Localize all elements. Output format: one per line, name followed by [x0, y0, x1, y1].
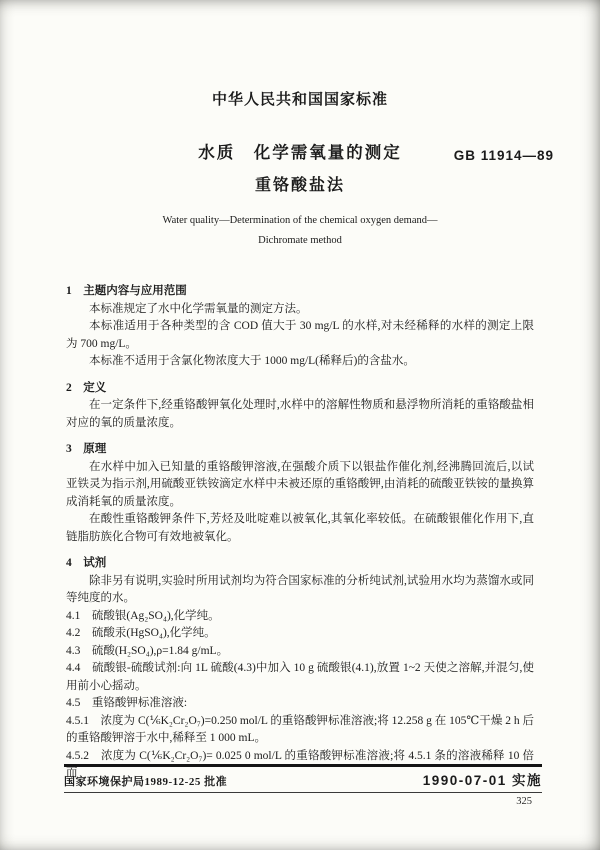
section-1-paragraph: 本标准规定了水中化学需氧量的测定方法。 [89, 302, 308, 315]
section-4-heading: 4 试剂 [66, 557, 107, 569]
english-title [66, 211, 534, 251]
section-4-item-4-2: 4.2 硫酸汞(HgSO₄),化学纯。 [66, 627, 216, 639]
section-4-item-4-1: 4.1 硫酸银(Ag₂SO₄),化学纯。 [66, 609, 220, 622]
standard-type-title: 中华人民共和国国家标准 [211, 92, 388, 108]
page-number: 325 [516, 796, 532, 807]
section-4-item-4-4: 4.4 硫酸银-硫酸试剂:向 1L 硫酸(4.3)中加入 10 g 硫酸银(4.1),放置 1~2 天使之溶解,并混匀,使用前小心摇动。 [66, 662, 534, 692]
footer-rule-thin [64, 792, 542, 793]
section-4-item-4-5: 4.5 重铬酸钾标准溶液: [66, 697, 188, 709]
section-4-item-4-5-2: 4.5.2 浓度为 C(⅙K₂Cr₂O₇)= 0.025 0 mol/L 的重铬酸钾标准溶液;将 4.5.1 条的溶液稀释 10 倍而 [66, 749, 534, 779]
document-title: 水质 化学需氧量的测定 [198, 143, 402, 162]
section-4-paragraph: 除非另有说明,实验时所用试剂均为符合国家标准的分析纯试剂,试验用水均为蒸馏水或同等纯度的水。 [66, 574, 534, 604]
section-3-paragraph: 在水样中加入已知量的重铬酸钾溶液,在强酸介质下以银盐作催化剂,经沸腾回流后,以试亚铁灵为指示剂,用硫酸亚铁铵滴定水样中未被还原的重铬酸钾,由消耗的硫酸亚铁铵的量换算成消耗氧的质量浓度。 [66, 460, 534, 508]
standard-number: GB 11914—89 [453, 148, 554, 163]
section-4-item-4-5-1: 4.5.1 浓度为 C(⅙K₂Cr₂O₇)=0.250 mol/L 的重铬酸钾标准溶液;将 12.258 g 在 105℃干燥 2 h 后的重铬酸钾溶于水中,稀释至 1 000 mL。 [66, 714, 534, 744]
approval-text: 国家环境保护局1989-12-25 批准 [64, 776, 228, 788]
implementation-text: 1990-07-01 实施 [422, 773, 542, 788]
section-4-item-4-3: 4.3 硫酸(H₂SO₄),ρ=1.84 g/mL。 [66, 644, 229, 657]
section-2-heading: 2 定义 [66, 381, 107, 394]
footer-rule-thick [64, 764, 542, 767]
section-1-heading: 1 主题内容与应用范围 [66, 285, 187, 297]
english-title-line1: Water quality—Determination of the chemical oxygen demand— [162, 215, 438, 226]
section-2-paragraph: 在一定条件下,经重铬酸钾氧化处理时,水样中的溶解性物质和悬浮物所消耗的重铬酸盐相对应的氧的质量浓度。 [66, 399, 534, 429]
document-subtitle: 重铬酸盐法 [254, 177, 345, 194]
footer [64, 769, 542, 789]
section-3-paragraph: 在酸性重铬酸钾条件下,芳烃及吡啶难以被氧化,其氧化率较低。在硫酸银催化作用下,直链脂肪族化合物可有效地被氧化。 [66, 513, 534, 543]
section-1-paragraph: 本标准适用于各种类型的含 COD 值大于 30 mg/L 的水样,对未经稀释的水样的测定上限为 700 mg/L。 [66, 320, 534, 350]
section-1-paragraph: 本标准不适用于含氯化物浓度大于 1000 mg/L(稀释后)的含盐水。 [89, 355, 415, 367]
section-3-heading: 3 原理 [66, 443, 107, 455]
english-title-line2: Dichromate method [258, 235, 342, 246]
